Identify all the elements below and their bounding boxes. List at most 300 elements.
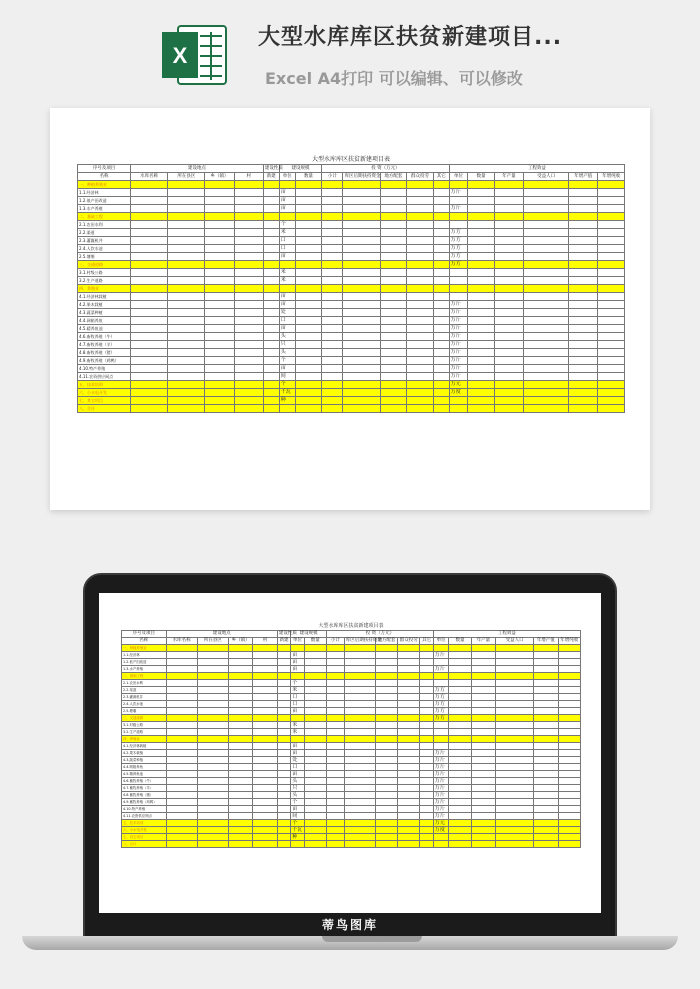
table-cell <box>197 736 228 743</box>
row-label: 3.1.村级公路 <box>78 269 131 277</box>
table-cell <box>398 708 420 715</box>
table-cell <box>253 764 278 771</box>
table-cell <box>277 715 290 722</box>
header-row <box>78 165 625 173</box>
table-cell <box>344 820 375 827</box>
table-cell <box>375 743 397 750</box>
table-cell <box>598 373 625 381</box>
table-cell <box>496 680 534 687</box>
benefit-unit-cell: 万斤 <box>433 792 449 799</box>
table-row <box>122 659 581 666</box>
table-cell <box>471 659 496 666</box>
table-cell <box>598 181 625 189</box>
column-header: 年产量 <box>494 173 523 181</box>
table-cell <box>343 181 380 189</box>
table-cell <box>234 293 263 301</box>
table-cell <box>277 785 290 792</box>
table-cell <box>205 373 234 381</box>
table-cell <box>380 285 407 293</box>
table-cell <box>398 743 420 750</box>
table-cell <box>398 792 420 799</box>
table-cell <box>558 694 580 701</box>
table-cell <box>471 736 496 743</box>
table-cell <box>295 333 322 341</box>
benefit-unit-cell: 万斤 <box>433 806 449 813</box>
screen-data-table <box>121 630 581 848</box>
benefit-unit-cell <box>449 269 468 277</box>
unit-cell: 亩 <box>279 253 295 261</box>
table-cell <box>534 729 559 736</box>
benefit-unit-cell <box>433 736 449 743</box>
table-cell <box>375 722 397 729</box>
table-cell <box>524 237 569 245</box>
table-cell <box>304 694 326 701</box>
table-cell <box>398 687 420 694</box>
table-cell <box>468 349 495 357</box>
table-cell <box>166 645 197 652</box>
table-cell <box>166 750 197 757</box>
table-cell <box>420 827 433 834</box>
table-cell <box>197 757 228 764</box>
table-cell <box>433 333 449 341</box>
table-cell <box>433 277 449 285</box>
column-header: 新建 <box>277 638 290 645</box>
table-cell <box>471 680 496 687</box>
table-cell <box>344 841 375 848</box>
row-label: 1.2.低产田改造 <box>122 659 167 666</box>
table-cell <box>524 357 569 365</box>
table-cell <box>407 365 434 373</box>
column-header: 年增产值 <box>534 638 559 645</box>
table-cell <box>471 771 496 778</box>
table-row <box>122 687 581 694</box>
benefit-unit-cell <box>433 834 449 841</box>
table-cell <box>433 365 449 373</box>
table-cell <box>496 771 534 778</box>
table-cell <box>598 357 625 365</box>
column-header: 新建 <box>263 173 279 181</box>
table-cell <box>228 687 253 694</box>
table-row <box>78 301 625 309</box>
table-cell <box>228 736 253 743</box>
table-cell <box>277 694 290 701</box>
table-cell <box>494 261 523 269</box>
table-cell <box>277 736 290 743</box>
table-cell <box>253 736 278 743</box>
table-cell <box>598 205 625 213</box>
table-row <box>78 189 625 197</box>
table-cell <box>398 694 420 701</box>
table-cell <box>569 189 598 197</box>
table-cell <box>277 771 290 778</box>
table-cell <box>380 341 407 349</box>
table-cell <box>398 813 420 820</box>
table-cell <box>234 389 263 397</box>
table-cell <box>407 373 434 381</box>
row-label: 2.3.灌溉机井 <box>122 694 167 701</box>
benefit-unit-cell <box>433 743 449 750</box>
table-row <box>78 381 625 389</box>
table-cell <box>433 397 449 405</box>
table-cell <box>326 708 344 715</box>
table-cell <box>569 373 598 381</box>
table-cell <box>205 365 234 373</box>
table-row <box>122 820 581 827</box>
table-cell <box>326 764 344 771</box>
table-cell <box>263 381 279 389</box>
table-cell <box>534 771 559 778</box>
column-group-header: 工程效益 <box>433 631 580 638</box>
unit-cell: 口 <box>279 245 295 253</box>
table-cell <box>322 245 343 253</box>
column-header: 水库名称 <box>166 638 197 645</box>
table-cell <box>375 694 397 701</box>
table-cell <box>375 806 397 813</box>
table-cell <box>449 757 471 764</box>
table-cell <box>166 841 197 848</box>
table-cell <box>344 694 375 701</box>
table-cell <box>471 785 496 792</box>
table-cell <box>534 820 559 827</box>
table-cell <box>205 317 234 325</box>
table-cell <box>375 673 397 680</box>
table-cell <box>496 652 534 659</box>
table-cell <box>205 205 234 213</box>
table-cell <box>420 666 433 673</box>
table-cell <box>344 771 375 778</box>
unit-cell: 亩 <box>291 652 304 659</box>
table-cell <box>263 181 279 189</box>
table-cell <box>534 806 559 813</box>
table-cell <box>277 799 290 806</box>
table-cell <box>380 245 407 253</box>
table-cell <box>375 687 397 694</box>
unit-cell: 亩 <box>279 189 295 197</box>
row-label: 二、基础工程 <box>122 673 167 680</box>
table-cell <box>205 229 234 237</box>
table-cell <box>468 389 495 397</box>
unit-cell: 处 <box>279 309 295 317</box>
table-cell <box>322 237 343 245</box>
table-cell <box>534 841 559 848</box>
column-header: 单位 <box>291 638 304 645</box>
column-header: 小计 <box>326 638 344 645</box>
table-cell <box>471 757 496 764</box>
table-cell <box>471 694 496 701</box>
table-cell <box>433 381 449 389</box>
table-cell <box>205 261 234 269</box>
table-cell <box>131 293 168 301</box>
table-cell <box>326 673 344 680</box>
table-cell <box>234 277 263 285</box>
table-cell <box>322 229 343 237</box>
table-cell <box>534 645 559 652</box>
column-header: 其它 <box>433 173 449 181</box>
table-cell <box>407 349 434 357</box>
table-cell <box>471 652 496 659</box>
table-cell <box>295 285 322 293</box>
table-cell <box>471 806 496 813</box>
table-cell <box>295 237 322 245</box>
table-cell <box>344 701 375 708</box>
table-cell <box>407 245 434 253</box>
table-cell <box>228 771 253 778</box>
table-cell <box>524 301 569 309</box>
row-label: 4.8.畜牧养殖（猪） <box>122 792 167 799</box>
table-cell <box>228 680 253 687</box>
row-label: 4.6.畜牧养殖（牛） <box>78 333 131 341</box>
table-cell <box>205 181 234 189</box>
row-label: 2.4.人饮水池 <box>78 245 131 253</box>
table-cell <box>494 397 523 405</box>
table-cell <box>234 181 263 189</box>
table-cell <box>228 729 253 736</box>
table-cell <box>569 365 598 373</box>
table-cell <box>168 333 205 341</box>
unit-cell: 亩 <box>279 197 295 205</box>
table-cell <box>253 813 278 820</box>
table-cell <box>494 189 523 197</box>
table-cell <box>168 325 205 333</box>
table-cell <box>569 277 598 285</box>
table-cell <box>380 269 407 277</box>
table-cell <box>343 221 380 229</box>
table-cell <box>433 373 449 381</box>
table-cell <box>496 750 534 757</box>
table-cell <box>496 659 534 666</box>
table-cell <box>494 317 523 325</box>
unit-cell: 亩 <box>291 666 304 673</box>
table-cell <box>524 197 569 205</box>
table-cell <box>326 666 344 673</box>
table-cell <box>569 341 598 349</box>
table-cell <box>420 673 433 680</box>
table-cell <box>277 778 290 785</box>
table-cell <box>494 221 523 229</box>
table-cell <box>524 389 569 397</box>
table-cell <box>295 397 322 405</box>
table-cell <box>131 197 168 205</box>
row-label: 一、种植养殖业 <box>78 181 131 189</box>
table-cell <box>468 205 495 213</box>
table-cell <box>494 269 523 277</box>
table-cell <box>496 666 534 673</box>
table-cell <box>569 333 598 341</box>
unit-cell: 个 <box>279 357 295 365</box>
table-cell <box>420 722 433 729</box>
table-cell <box>131 349 168 357</box>
row-label: 六、小水电开发 <box>122 827 167 834</box>
table-cell <box>433 269 449 277</box>
table-cell <box>304 806 326 813</box>
table-cell <box>398 729 420 736</box>
table-cell <box>277 652 290 659</box>
column-header: 单位 <box>279 173 295 181</box>
table-cell <box>449 806 471 813</box>
benefit-unit-cell: 万斤 <box>449 365 468 373</box>
table-cell <box>197 715 228 722</box>
table-cell <box>343 213 380 221</box>
table-cell <box>166 680 197 687</box>
table-cell <box>326 701 344 708</box>
table-cell <box>234 261 263 269</box>
benefit-unit-cell: 万方 <box>433 694 449 701</box>
table-cell <box>253 806 278 813</box>
benefit-unit-cell <box>433 673 449 680</box>
table-cell <box>569 317 598 325</box>
table-cell <box>197 764 228 771</box>
table-cell <box>449 687 471 694</box>
table-cell <box>598 213 625 221</box>
table-row <box>122 736 581 743</box>
table-cell <box>205 237 234 245</box>
table-cell <box>168 357 205 365</box>
table-cell <box>449 834 471 841</box>
table-cell <box>168 389 205 397</box>
table-cell <box>228 722 253 729</box>
table-cell <box>295 317 322 325</box>
table-cell <box>598 349 625 357</box>
table-cell <box>343 317 380 325</box>
table-cell <box>168 341 205 349</box>
table-cell <box>344 743 375 750</box>
table-cell <box>197 687 228 694</box>
table-cell <box>468 229 495 237</box>
table-cell <box>496 820 534 827</box>
table-cell <box>322 261 343 269</box>
table-cell <box>407 221 434 229</box>
table-cell <box>277 729 290 736</box>
table-cell <box>263 213 279 221</box>
table-cell <box>263 309 279 317</box>
table-cell <box>471 827 496 834</box>
table-cell <box>277 806 290 813</box>
table-cell <box>326 757 344 764</box>
table-cell <box>277 680 290 687</box>
table-cell <box>343 333 380 341</box>
table-cell <box>277 820 290 827</box>
column-header: 所在县区 <box>197 638 228 645</box>
table-cell <box>468 365 495 373</box>
column-header: 名称 <box>78 173 131 181</box>
table-cell <box>168 405 205 413</box>
table-cell <box>304 659 326 666</box>
table-cell <box>295 221 322 229</box>
table-cell <box>253 729 278 736</box>
table-cell <box>569 301 598 309</box>
table-cell <box>494 181 523 189</box>
table-cell <box>524 213 569 221</box>
table-cell <box>166 799 197 806</box>
column-header: 其它 <box>420 638 433 645</box>
table-cell <box>326 792 344 799</box>
table-cell <box>420 820 433 827</box>
sheet-preview <box>50 108 650 510</box>
table-cell <box>322 389 343 397</box>
table-cell <box>598 341 625 349</box>
table-cell <box>524 341 569 349</box>
table-cell <box>534 757 559 764</box>
table-cell <box>375 799 397 806</box>
table-cell <box>569 325 598 333</box>
table-cell <box>295 389 322 397</box>
table-cell <box>228 785 253 792</box>
row-label: 1.3.水产养殖 <box>122 666 167 673</box>
row-label: 3.1.村级公路 <box>122 722 167 729</box>
table-cell <box>277 813 290 820</box>
benefit-unit-cell <box>433 722 449 729</box>
table-cell <box>253 694 278 701</box>
table-cell <box>534 792 559 799</box>
table-cell <box>449 792 471 799</box>
table-cell <box>277 764 290 771</box>
table-cell <box>304 701 326 708</box>
table-cell <box>263 253 279 261</box>
table-cell <box>131 189 168 197</box>
table-cell <box>197 722 228 729</box>
table-cell <box>471 764 496 771</box>
column-group-header: 投 资（万元） <box>322 165 449 173</box>
table-cell <box>343 237 380 245</box>
table-row <box>122 729 581 736</box>
table-cell <box>304 764 326 771</box>
table-cell <box>420 750 433 757</box>
page-header <box>0 0 700 100</box>
table-cell <box>496 757 534 764</box>
table-cell <box>234 309 263 317</box>
table-cell <box>343 253 380 261</box>
table-cell <box>263 365 279 373</box>
table-row <box>122 757 581 764</box>
table-cell <box>322 397 343 405</box>
table-cell <box>380 357 407 365</box>
row-label: 七、其它项目 <box>122 834 167 841</box>
table-cell <box>534 694 559 701</box>
laptop-base <box>22 936 678 950</box>
table-cell <box>205 245 234 253</box>
table-cell <box>304 750 326 757</box>
column-header: 群众投劳 <box>407 173 434 181</box>
row-label: 4.5.精养鱼池 <box>122 771 167 778</box>
table-row <box>122 750 581 757</box>
table-cell <box>326 820 344 827</box>
table-cell <box>168 301 205 309</box>
unit-cell: 间 <box>291 813 304 820</box>
table-cell <box>166 813 197 820</box>
table-cell <box>534 764 559 771</box>
table-cell <box>326 799 344 806</box>
table-cell <box>234 213 263 221</box>
table-cell <box>569 349 598 357</box>
table-cell <box>343 325 380 333</box>
column-header: 年增产值 <box>569 173 598 181</box>
column-header: 单位 <box>433 638 449 645</box>
table-cell <box>168 221 205 229</box>
table-cell <box>524 381 569 389</box>
table-cell <box>558 652 580 659</box>
table-cell <box>494 197 523 205</box>
table-cell <box>304 743 326 750</box>
table-cell <box>449 771 471 778</box>
table-cell <box>263 221 279 229</box>
benefit-unit-cell: 万斤 <box>433 778 449 785</box>
table-cell <box>197 841 228 848</box>
table-cell <box>295 205 322 213</box>
column-group-header: 建设性质 <box>264 166 283 171</box>
table-cell <box>168 181 205 189</box>
table-cell <box>197 750 228 757</box>
table-cell <box>375 715 397 722</box>
